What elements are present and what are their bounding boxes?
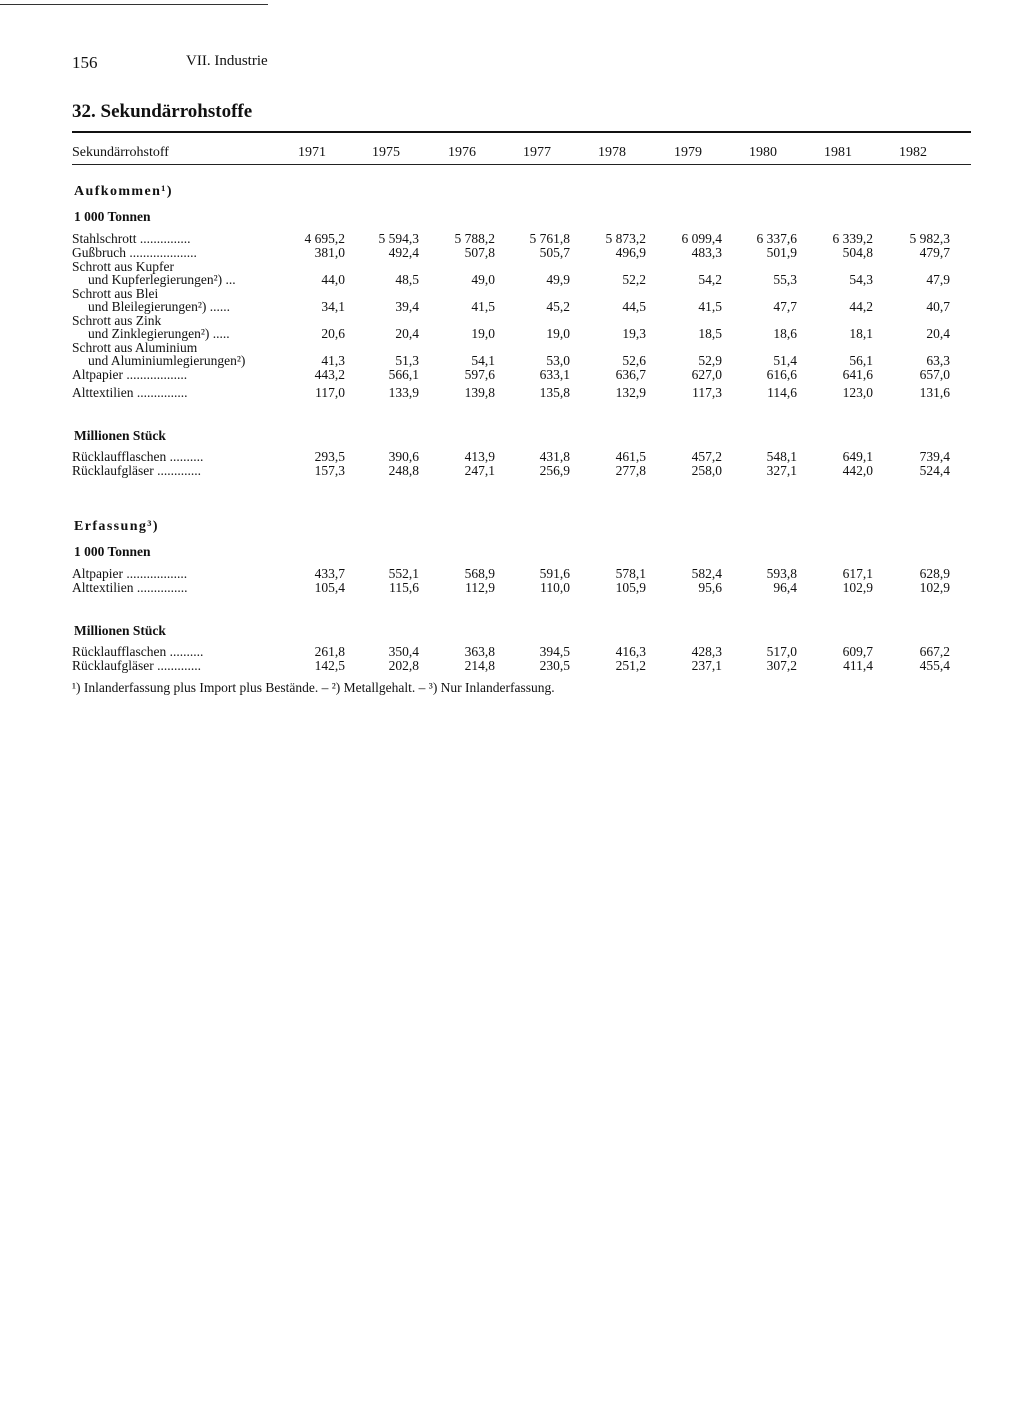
section-title: Aufkommen¹): [74, 184, 173, 199]
table-cell: 390,6: [388, 449, 419, 464]
table-cell: 504,8: [842, 245, 873, 260]
table-cell: 507,8: [464, 245, 495, 260]
column-header-year: 1980: [749, 145, 777, 160]
table-cell: 4 695,2: [304, 231, 345, 246]
table-cell: 56,1: [849, 353, 873, 368]
row-label: Altpapier ..................: [72, 367, 188, 382]
chapter-title: VII. Industrie: [186, 53, 268, 69]
row-label: Rücklaufgläser .............: [72, 658, 201, 673]
table-cell: 628,9: [919, 566, 950, 581]
column-header-year: 1978: [598, 145, 626, 160]
row-label: Altpapier ..................: [72, 566, 188, 581]
row-label: Rücklaufflaschen ..........: [72, 644, 204, 659]
column-header-year: 1977: [523, 145, 551, 160]
table-cell: 578,1: [615, 566, 646, 581]
table-cell: 307,2: [766, 658, 797, 673]
table-cell: 5 788,2: [454, 231, 495, 246]
table-cell: 110,0: [540, 580, 570, 595]
table-cell: 433,7: [314, 566, 345, 581]
table-cell: 51,3: [395, 353, 419, 368]
table-cell: 95,6: [698, 580, 722, 595]
table-cell: 461,5: [615, 449, 646, 464]
table-row: [0, 340, 1024, 368]
table-cell: 617,1: [842, 566, 873, 581]
column-header-year: 1975: [372, 145, 400, 160]
table-cell: 214,8: [464, 658, 495, 673]
table-cell: 5 873,2: [605, 231, 646, 246]
table-cell: 18,5: [698, 326, 722, 341]
row-label: Stahlschrott ...............: [72, 231, 191, 246]
unit-title: Millionen Stück: [74, 623, 166, 638]
table-cell: 505,7: [539, 245, 570, 260]
table-cell: 496,9: [615, 245, 646, 260]
table-cell: 40,7: [926, 299, 950, 314]
table-cell: 6 099,4: [681, 231, 722, 246]
table-cell: 633,1: [539, 367, 570, 382]
row-label: Rücklaufflaschen ..........: [72, 449, 204, 464]
row-label: und Aluminiumlegierungen²): [88, 353, 246, 368]
table-cell: 261,8: [314, 644, 345, 659]
table-title: 32. Sekundärrohstoffe: [72, 101, 253, 122]
table-cell: 649,1: [842, 449, 873, 464]
header-rule: [72, 164, 971, 165]
table-cell: 133,9: [388, 385, 419, 400]
table-cell: 54,1: [471, 353, 495, 368]
table-cell: 636,7: [615, 367, 646, 382]
table-cell: 479,7: [919, 245, 950, 260]
table-cell: 117,3: [692, 385, 722, 400]
table-row: [0, 581, 1024, 595]
table-cell: 609,7: [842, 644, 873, 659]
table-cell: 566,1: [388, 367, 419, 382]
table-cell: 52,9: [698, 353, 722, 368]
table-row: [0, 232, 1024, 246]
table-row: [0, 259, 1024, 287]
table-cell: 18,6: [773, 326, 797, 341]
table-cell: 381,0: [314, 245, 345, 260]
table-cell: 19,3: [622, 326, 646, 341]
footnote: ¹) Inlanderfassung plus Import plus Bestände. – ²) Metallgehalt. – ³) Nur Inlanderfassung.: [72, 680, 555, 695]
row-label: und Zinklegierungen²) .....: [88, 326, 230, 341]
table-cell: 641,6: [842, 367, 873, 382]
table-cell: 20,6: [321, 326, 345, 341]
table-cell: 6 339,2: [832, 231, 873, 246]
table-cell: 457,2: [691, 449, 722, 464]
page-number: 156: [72, 53, 98, 72]
table-cell: 132,9: [615, 385, 646, 400]
table-row: [0, 368, 1024, 382]
column-header-year: 1976: [448, 145, 476, 160]
table-cell: 616,6: [766, 367, 797, 382]
table-cell: 428,3: [691, 644, 722, 659]
table-cell: 45,2: [546, 299, 570, 314]
table-cell: 44,2: [849, 299, 873, 314]
table-cell: 52,2: [622, 272, 646, 287]
table-cell: 548,1: [766, 449, 797, 464]
table-cell: 416,3: [615, 644, 646, 659]
table-cell: 568,9: [464, 566, 495, 581]
table-cell: 6 337,6: [756, 231, 797, 246]
row-label: Rücklaufgläser .............: [72, 463, 201, 478]
table-cell: 115,6: [389, 580, 419, 595]
table-row: [0, 246, 1024, 260]
table-cell: 48,5: [395, 272, 419, 287]
table-cell: 49,0: [471, 272, 495, 287]
table-cell: 277,8: [615, 463, 646, 478]
table-row: [0, 386, 1024, 400]
table-cell: 593,8: [766, 566, 797, 581]
table-cell: 131,6: [919, 385, 950, 400]
table-cell: 5 594,3: [378, 231, 419, 246]
row-label-line1: Schrott aus Aluminium: [72, 340, 198, 355]
table-cell: 47,9: [926, 272, 950, 287]
table-row: [0, 659, 1024, 673]
table-cell: 667,2: [919, 644, 950, 659]
table-cell: 442,0: [842, 463, 873, 478]
table-cell: 18,1: [849, 326, 873, 341]
table-cell: 51,4: [773, 353, 797, 368]
table-cell: 105,4: [314, 580, 345, 595]
table-cell: 39,4: [395, 299, 419, 314]
table-cell: 517,0: [766, 644, 797, 659]
table-cell: 501,9: [766, 245, 797, 260]
row-label-line1: Schrott aus Kupfer: [72, 259, 174, 274]
table-cell: 394,5: [539, 644, 570, 659]
table-row: [0, 313, 1024, 341]
table-cell: 483,3: [691, 245, 722, 260]
table-cell: 52,6: [622, 353, 646, 368]
table-cell: 237,1: [691, 658, 722, 673]
table-cell: 54,2: [698, 272, 722, 287]
table-cell: 327,1: [766, 463, 797, 478]
table-cell: 492,4: [388, 245, 419, 260]
table-cell: 102,9: [842, 580, 873, 595]
unit-title: Millionen Stück: [74, 428, 166, 443]
table-cell: 258,0: [691, 463, 722, 478]
table-row: [0, 286, 1024, 314]
table-cell: 597,6: [464, 367, 495, 382]
table-cell: 455,4: [919, 658, 950, 673]
table-cell: 142,5: [314, 658, 345, 673]
table-cell: 411,4: [843, 658, 873, 673]
table-cell: 739,4: [919, 449, 950, 464]
table-cell: 293,5: [314, 449, 345, 464]
table-cell: 112,9: [465, 580, 495, 595]
table-cell: 5 982,3: [909, 231, 950, 246]
column-header-year: 1971: [298, 145, 326, 160]
table-cell: 591,6: [539, 566, 570, 581]
table-top-rule: [72, 131, 971, 133]
table-cell: 44,0: [321, 272, 345, 287]
table-cell: 251,2: [615, 658, 646, 673]
table-cell: 20,4: [395, 326, 419, 341]
row-label-line1: Schrott aus Zink: [72, 313, 162, 328]
table-cell: 657,0: [919, 367, 950, 382]
table-cell: 256,9: [539, 463, 570, 478]
table-cell: 139,8: [464, 385, 495, 400]
column-header-year: 1981: [824, 145, 852, 160]
table-cell: 5 761,8: [529, 231, 570, 246]
table-cell: 49,9: [546, 272, 570, 287]
table-row: [0, 567, 1024, 581]
table-cell: 248,8: [388, 463, 419, 478]
table-row: [0, 464, 1024, 478]
top-rule: [0, 4, 268, 5]
table-cell: 19,0: [471, 326, 495, 341]
table-row: [0, 450, 1024, 464]
table-cell: 105,9: [615, 580, 646, 595]
table-cell: 41,3: [321, 353, 345, 368]
table-cell: 431,8: [539, 449, 570, 464]
table-cell: 63,3: [926, 353, 950, 368]
table-cell: 53,0: [546, 353, 570, 368]
row-label: Gußbruch ....................: [72, 245, 197, 260]
table-cell: 41,5: [698, 299, 722, 314]
table-cell: 350,4: [388, 644, 419, 659]
row-label: und Kupferlegierungen²) ...: [88, 272, 236, 287]
table-cell: 117,0: [315, 385, 345, 400]
row-label: Alttextilien ...............: [72, 580, 188, 595]
table-cell: 47,7: [773, 299, 797, 314]
table-cell: 19,0: [546, 326, 570, 341]
column-header-year: 1982: [899, 145, 927, 160]
table-cell: 157,3: [314, 463, 345, 478]
row-label: Alttextilien ...............: [72, 385, 188, 400]
table-cell: 34,1: [321, 299, 345, 314]
column-header-year: 1979: [674, 145, 702, 160]
table-cell: 230,5: [539, 658, 570, 673]
table-cell: 55,3: [773, 272, 797, 287]
table-cell: 102,9: [919, 580, 950, 595]
table-cell: 123,0: [842, 385, 873, 400]
table-cell: 413,9: [464, 449, 495, 464]
table-cell: 135,8: [539, 385, 570, 400]
table-cell: 41,5: [471, 299, 495, 314]
table-cell: 582,4: [691, 566, 722, 581]
table-cell: 114,6: [767, 385, 797, 400]
table-row: [0, 645, 1024, 659]
table-cell: 552,1: [388, 566, 419, 581]
table-cell: 363,8: [464, 644, 495, 659]
table-cell: 524,4: [919, 463, 950, 478]
table-cell: 627,0: [691, 367, 722, 382]
table-cell: 20,4: [926, 326, 950, 341]
table-cell: 44,5: [622, 299, 646, 314]
row-label: und Bleilegierungen²) ......: [88, 299, 231, 314]
table-cell: 247,1: [464, 463, 495, 478]
table-cell: 443,2: [314, 367, 345, 382]
table-cell: 54,3: [849, 272, 873, 287]
unit-title: 1 000 Tonnen: [74, 209, 151, 224]
table-cell: 96,4: [773, 580, 797, 595]
section-title: Erfassung³): [74, 519, 159, 534]
table-cell: 202,8: [388, 658, 419, 673]
column-header-label: Sekundärrohstoff: [72, 145, 169, 160]
unit-title: 1 000 Tonnen: [74, 544, 151, 559]
row-label-line1: Schrott aus Blei: [72, 286, 159, 301]
